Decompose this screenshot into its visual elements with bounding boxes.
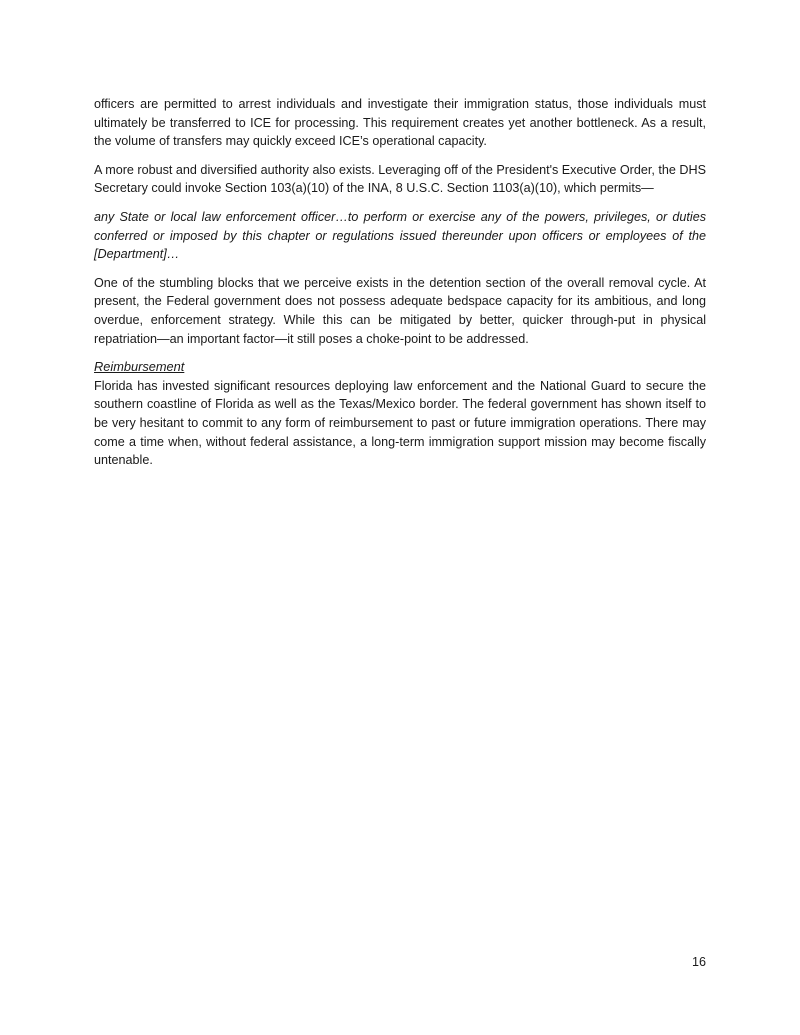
section-heading-reimbursement: Reimbursement [94, 359, 185, 375]
page-number: 16 [691, 955, 706, 969]
statute-quote: any State or local law enforcement officer…to perform or exercise any of the powers, privileges, or duties conferred or imposed by this chapter or regulations issued thereunder upon officers or employees of the [Department]… [94, 209, 706, 262]
paragraph-authority: A more robust and diversified authority also exists. Leveraging off of the President's Executive Order, the DHS Secretary could invoke Section 103(a)(10) of the INA, 8 U.S.C. Section 1103(a)(10), which permits— [94, 162, 706, 196]
page-body [94, 95, 706, 480]
paragraph-ice-transfers: officers are permitted to arrest individuals and investigate their immigration status, those individuals must ultimately be transferred to ICE for processing. This requirement creates yet another bottleneck. As a result, the volume of transfers may quickly exceed ICE’s operational capacity. [94, 97, 706, 149]
paragraph-reimbursement: Florida has invested significant resources deploying law enforcement and the National Guard to secure the southern coastline of Florida as well as the Texas/Mexico border. The federal government has shown itself to be very hesitant to commit to any form of reimbursement to past or future immigration operations. There may come a time when, without federal assistance, a long-term immigration support mission may become fiscally untenable. [94, 378, 706, 468]
paragraph-detention: One of the stumbling blocks that we perceive exists in the detention section of the overall removal cycle. At present, the Federal government does not possess adequate bedspace capacity for its ambitious, and long overdue, enforcement strategy. While this can be mitigated by better, quicker through-put in physical repatriation—an important factor—it still poses a choke-point to be addressed. [94, 275, 706, 346]
